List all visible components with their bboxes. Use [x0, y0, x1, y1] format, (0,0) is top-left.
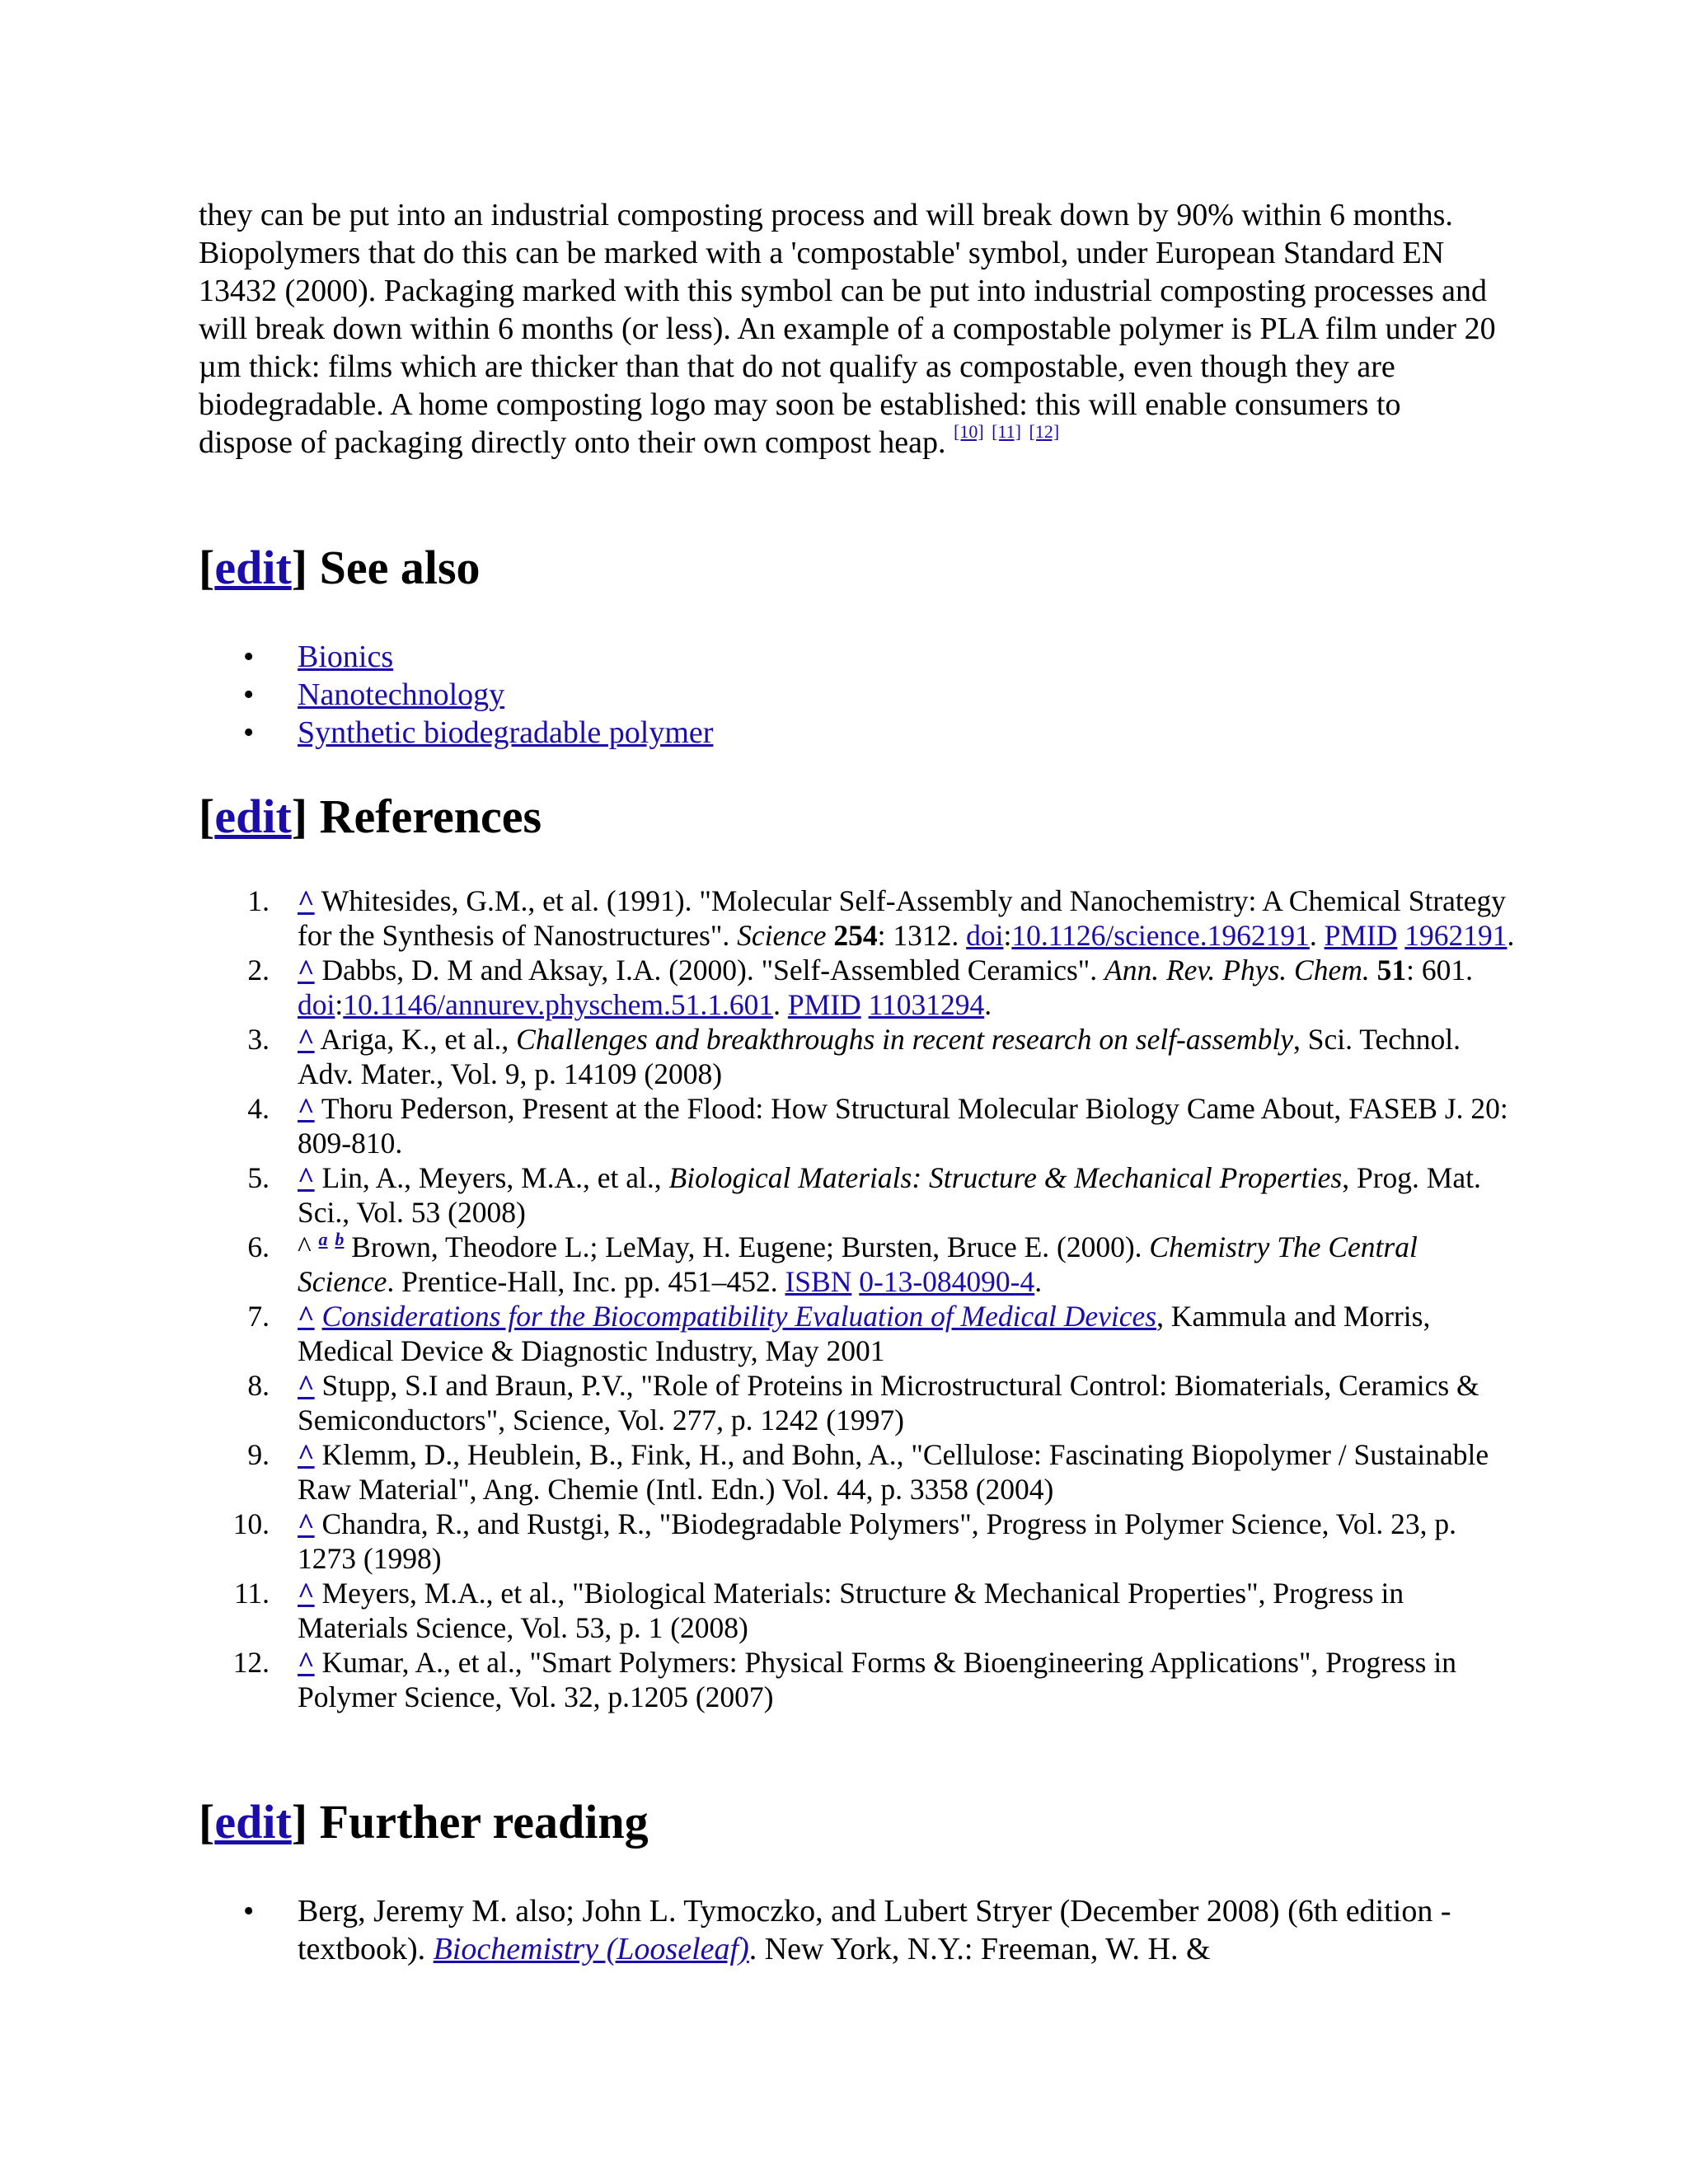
backlink-caret[interactable]: ^ — [298, 1161, 315, 1194]
edit-link-references[interactable]: edit — [214, 790, 292, 843]
citation-12[interactable]: [12] — [1029, 421, 1060, 442]
link-biochemistry-looseleaf[interactable]: Biochemistry (Looseleaf) — [433, 1932, 749, 1966]
edit-link-further-reading[interactable]: edit — [214, 1795, 292, 1849]
doi-link[interactable]: 10.1126/science.1962191 — [1011, 919, 1310, 952]
pmid-link[interactable]: 1962191 — [1404, 919, 1507, 952]
heading-see-also: [edit] See also — [199, 541, 481, 594]
reference-item: 1. ^ Whitesides, G.M., et al. (1991). "Molecular Self-Assembly and Nanochemistry: A Chemical Strategy for the Synthesis of Nanostructures". Science 254: 1312. doi:10.1126/science.1962191. PMID 1962191. — [247, 884, 1515, 952]
external-link-biocompatibility[interactable]: Considerations for the Biocompatibility Evaluation of Medical Devices — [321, 1300, 1157, 1333]
backlink-a[interactable]: a — [318, 1229, 328, 1249]
backlink-caret[interactable]: ^ — [298, 1092, 315, 1125]
heading-references: [edit] References — [199, 790, 542, 843]
backlink-caret[interactable]: ^ — [298, 1300, 315, 1333]
reference-item: 12. ^ Kumar, A., et al., "Smart Polymers: Physical Forms & Bioengineering Applications", Progress in Polymer Science, Vol. 32, p.1205 (2007) — [232, 1646, 1456, 1713]
list-item — [199, 638, 1501, 676]
backlink-b[interactable]: b — [335, 1229, 345, 1249]
list-item — [199, 676, 1501, 714]
references-list — [199, 883, 1517, 1714]
backlink-caret[interactable]: ^ — [298, 884, 315, 917]
reference-item: 10. ^ Chandra, R., and Rustgi, R., "Biodegradable Polymers", Progress in Polymer Science, Vol. 23, p. 1273 (1998) — [232, 1507, 1457, 1575]
backlink-caret[interactable]: ^ — [298, 1646, 315, 1679]
link-bionics[interactable]: Bionics — [298, 640, 394, 674]
isbn-label-link[interactable]: ISBN — [785, 1265, 852, 1298]
link-nanotechnology[interactable]: Nanotechnology — [298, 677, 505, 712]
reference-item: 5. ^ Lin, A., Meyers, M.A., et al., Biological Materials: Structure & Mechanical Properties, Prog. Mat. Sci., Vol. 53 (2008) — [247, 1161, 1481, 1229]
further-reading-list — [199, 1892, 1501, 1968]
reference-item: 6. ^ $^a$ $^b$ Brown, Theodore L.; LeMay, H. Eugene; Bursten, Bruce E. (2000). Chemistry The Central Science. Prentice-Hall, Inc. pp. 451–452. ISBN 0-13-084090-4. — [247, 1229, 1418, 1298]
backlink-caret[interactable]: ^ — [298, 1023, 315, 1056]
reference-item: 2. ^ Dabbs, D. M and Aksay, I.A. (2000). "Self-Assembled Ceramics". Ann. Rev. Phys. Chem. 51: 601. doi:10.1146/annurev.physchem.51.1.601. PMID 11031294. — [247, 954, 1473, 1021]
backlink-caret[interactable]: ^ — [298, 1507, 315, 1540]
heading-further-reading: [edit] Further reading — [199, 1795, 649, 1849]
backlink-caret[interactable]: ^ — [298, 1577, 315, 1610]
reference-item: 4. ^ Thoru Pederson, Present at the Flood: How Structural Molecular Biology Came About, FASEB J. 20: 809-810. — [247, 1092, 1508, 1160]
link-synthetic-biodegradable-polymer[interactable]: Synthetic biodegradable polymer — [298, 715, 714, 750]
doi-link[interactable]: 10.1146/annurev.physchem.51.1.601 — [343, 988, 774, 1021]
citation-11[interactable]: [11] — [992, 421, 1022, 442]
reference-item: 7. ^ Considerations for the Biocompatibility Evaluation of Medical Devices, Kammula and Morris, Medical Device & Diagnostic Industry, May 2001 — [247, 1300, 1431, 1367]
pmid-label-link[interactable]: PMID — [787, 988, 861, 1021]
pmid-label-link[interactable]: PMID — [1324, 919, 1398, 952]
reference-item: 3. ^ Ariga, K., et al., Challenges and breakthroughs in recent research on self-assembly, Sci. Technol. Adv. Mater., Vol. 9, p. 14109 (2008) — [247, 1023, 1461, 1090]
backlink-caret[interactable]: ^ — [298, 1438, 315, 1471]
intro-text: they can be put into an industrial composting process and will break down by 90% within 6 months. Biopolymers that do this can be marked with a 'compostable' symbol, under European Standard EN 13432 (2000). Packaging marked with this symbol can be put into industrial composting processes and will break down within 6 months (or less). An example of a compostable polymer is PLA film under 20 µm thick: films which are thicker than that do not qualify as compostable, even though they are biodegradable. A home composting logo may soon be established: this will enable consumers to dispose of packaging directly onto their own compost heap. — [199, 198, 1496, 460]
doi-label-link[interactable]: doi — [298, 988, 335, 1021]
reference-item: 8. ^ Stupp, S.I and Braun, P.V., "Role of Proteins in Microstructural Control: Biomaterials, Ceramics & Semiconductors", Science, Vol. 277, p. 1242 (1997) — [247, 1369, 1479, 1436]
edit-link-see-also[interactable]: edit — [214, 541, 292, 594]
doi-label-link[interactable]: doi — [966, 919, 1004, 952]
reference-item: 11. ^ Meyers, M.A., et al., "Biological Materials: Structure & Mechanical Properties", Progress in Materials Science, Vol. 53, p. 1 (2008) — [233, 1577, 1404, 1644]
citation-10[interactable]: [10] — [954, 421, 984, 442]
list-item: • Berg, Jeremy M. also; John L. Tymoczko, and Lubert Stryer (December 2008) (6th edition - textbook). Biochemistry (Looseleaf). New York, N.Y.: Freeman, W. H. & — [199, 1892, 1501, 1968]
backlink-caret[interactable]: ^ — [298, 1369, 315, 1402]
isbn-link[interactable]: 0-13-084090-4 — [859, 1265, 1035, 1298]
pmid-link[interactable]: 11031294 — [868, 988, 985, 1021]
list-item — [199, 714, 1501, 752]
backlink-caret[interactable]: ^ — [298, 954, 315, 987]
reference-item: 9. ^ Klemm, D., Heublein, B., Fink, H., and Bohn, A., "Cellulose: Fascinating Biopolymer / Sustainable Raw Material", Ang. Chemie (Intl. Edn.) Vol. 44, p. 3358 (2004) — [247, 1438, 1489, 1506]
intro-paragraph — [199, 196, 1501, 462]
see-also-list — [199, 638, 1501, 752]
